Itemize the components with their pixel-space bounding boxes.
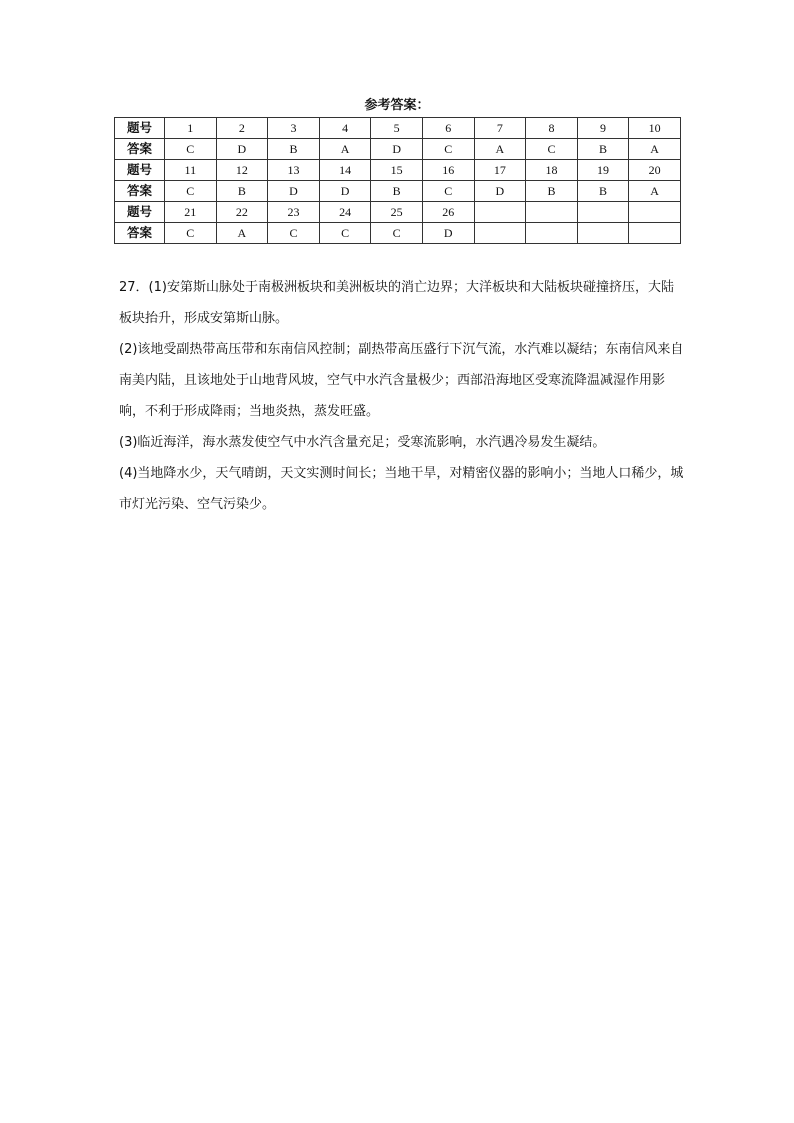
- table-cell: 17: [474, 160, 526, 181]
- table-cell: [474, 223, 526, 244]
- table-cell: 18: [526, 160, 578, 181]
- table-row: [115, 160, 681, 181]
- table-cell: 3: [268, 118, 320, 139]
- table-cell: [526, 223, 578, 244]
- table-cell: [577, 223, 629, 244]
- table-cell: 23: [268, 202, 320, 223]
- answer-explanations: [119, 272, 684, 520]
- row-header-cell: 题号: [115, 202, 165, 223]
- table-cell: 6: [422, 118, 474, 139]
- row-header-cell: 答案: [115, 223, 165, 244]
- table-cell: 15: [371, 160, 423, 181]
- answer-paragraph-27-3: (3)临近海洋，海水蒸发使空气中水汽含量充足；受寒流影响，水汽遇冷易发生凝结。: [119, 435, 606, 450]
- table-cell: 16: [422, 160, 474, 181]
- table-cell: B: [371, 181, 423, 202]
- row-header-cell: 答案: [115, 139, 165, 160]
- table-cell: C: [422, 181, 474, 202]
- answer-paragraph-27-1: 27．(1)安第斯山脉处于南极洲板块和美洲板块的消亡边界；大洋板块和大陆板块碰撞挤压，大陆板块抬升，形成安第斯山脉。: [119, 280, 674, 326]
- table-cell: [526, 202, 578, 223]
- table-cell: C: [526, 139, 578, 160]
- table-cell: C: [371, 223, 423, 244]
- table-row: [115, 181, 681, 202]
- table-cell: 25: [371, 202, 423, 223]
- table-cell: C: [319, 223, 371, 244]
- table-cell: A: [474, 139, 526, 160]
- table-cell: C: [165, 181, 217, 202]
- table-cell: C: [422, 139, 474, 160]
- table-row: [115, 223, 681, 244]
- answer-key-title: 参考答案：: [364, 98, 430, 113]
- table-cell: 10: [629, 118, 681, 139]
- table-cell: 5: [371, 118, 423, 139]
- table-cell: [474, 202, 526, 223]
- answer-paragraph-27-4: (4)当地降水少，天气晴朗，天文实测时间长；当地干旱，对精密仪器的影响小；当地人口稀少，城市灯光污染、空气污染少。: [119, 466, 684, 512]
- table-cell: 13: [268, 160, 320, 181]
- table-cell: D: [422, 223, 474, 244]
- table-cell: A: [319, 139, 371, 160]
- table-cell: 9: [577, 118, 629, 139]
- table-row: [115, 118, 681, 139]
- table-cell: A: [216, 223, 268, 244]
- table-cell: [629, 223, 681, 244]
- table-cell: [629, 202, 681, 223]
- table-cell: B: [268, 139, 320, 160]
- table-cell: 12: [216, 160, 268, 181]
- table-cell: [577, 202, 629, 223]
- table-cell: C: [165, 223, 217, 244]
- table-cell: 21: [165, 202, 217, 223]
- table-cell: D: [319, 181, 371, 202]
- table-cell: C: [165, 139, 217, 160]
- row-header-cell: 答案: [115, 181, 165, 202]
- table-cell: 24: [319, 202, 371, 223]
- row-header-cell: 题号: [115, 118, 165, 139]
- table-cell: 19: [577, 160, 629, 181]
- table-cell: 22: [216, 202, 268, 223]
- table-row: [115, 139, 681, 160]
- answer-paragraph-27-2: (2)该地受副热带高压带和东南信风控制；副热带高压盛行下沉气流，水汽难以凝结；东南信风来自南美内陆，且该地处于山地背风坡，空气中水汽含量极少；西部沿海地区受寒流降温减湿作用影响，不利于形成降雨；当地炎热，蒸发旺盛。: [119, 342, 684, 419]
- row-header-cell: 题号: [115, 160, 165, 181]
- table-cell: 8: [526, 118, 578, 139]
- table-cell: 11: [165, 160, 217, 181]
- table-cell: B: [577, 181, 629, 202]
- table-cell: 1: [165, 118, 217, 139]
- table-cell: B: [216, 181, 268, 202]
- answer-table: [114, 117, 681, 244]
- answer-table-body: [115, 118, 681, 244]
- table-cell: 2: [216, 118, 268, 139]
- table-cell: B: [526, 181, 578, 202]
- table-cell: D: [268, 181, 320, 202]
- table-cell: 4: [319, 118, 371, 139]
- table-cell: D: [474, 181, 526, 202]
- table-cell: 26: [422, 202, 474, 223]
- table-cell: B: [577, 139, 629, 160]
- table-cell: 20: [629, 160, 681, 181]
- table-cell: D: [371, 139, 423, 160]
- table-cell: A: [629, 139, 681, 160]
- table-cell: A: [629, 181, 681, 202]
- table-row: [115, 202, 681, 223]
- table-cell: D: [216, 139, 268, 160]
- table-cell: C: [268, 223, 320, 244]
- table-cell: 14: [319, 160, 371, 181]
- table-cell: 7: [474, 118, 526, 139]
